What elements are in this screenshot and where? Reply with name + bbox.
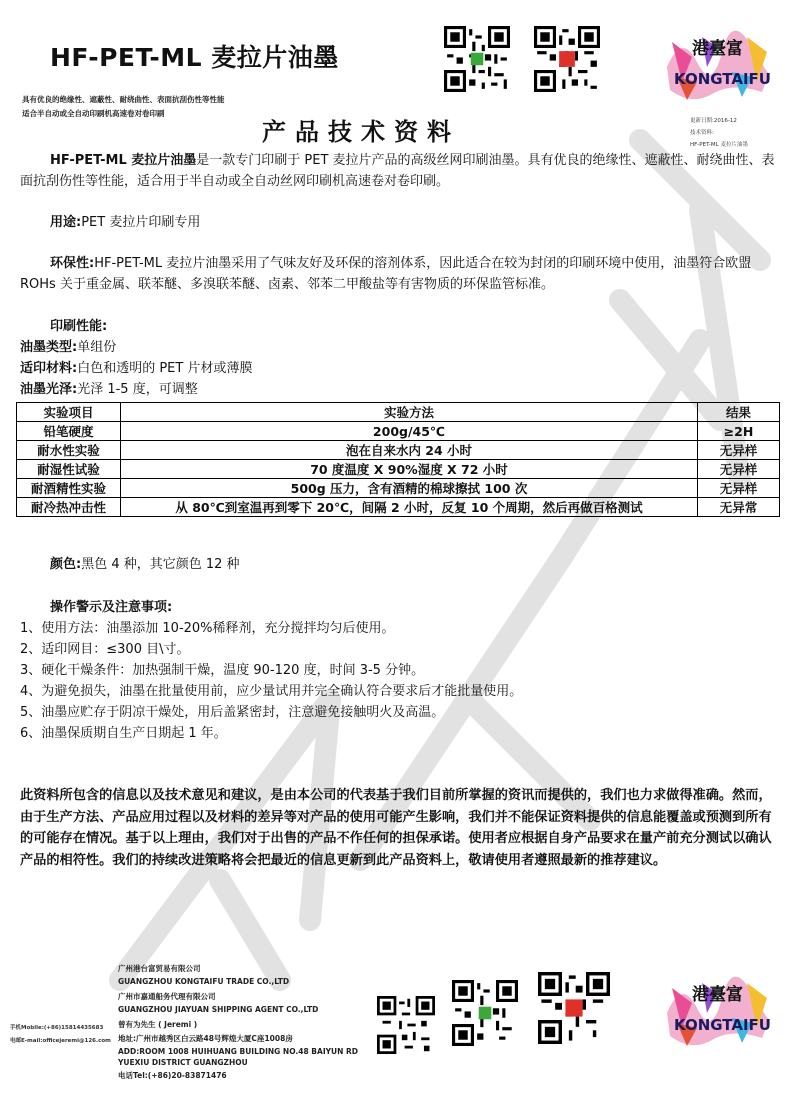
footer-address-en-2: YUEXIU DISTRICT GUANGZHOU (118, 1058, 248, 1067)
env-text: HF-PET-ML 麦拉片油墨采用了气味友好及环保的溶剂体系，因此适合在较为封闭的印刷环境中使用，油墨符合欧盟 ROHs 关于重金属、联苯醚、多溴联苯醚、卤素、邻苯二甲酸盐等有害物质的环保监管标准。 (20, 256, 752, 292)
color-label: 颜色: (50, 557, 82, 572)
gloss-label: 油墨光泽: (20, 382, 78, 397)
list-item: 5、油墨应贮存于阴凉干燥处，用后盖紧密封，注意避免接触明火及高温。 (20, 705, 445, 720)
material-label: 适印材料: (20, 361, 78, 376)
color-line (50, 554, 240, 575)
operation-heading: 操作警示及注意事项: (50, 600, 173, 615)
usage-label: 用途: (50, 215, 82, 230)
tagline-1: 具有优良的绝缘性、遮蔽性、耐绕曲性、表面抗刮伤性等性能 (22, 95, 225, 104)
environment-paragraph (20, 253, 780, 295)
footer-company-en: GUANGZHOU KONGTAIFU TRADE CO.,LTD (118, 977, 290, 986)
table-row (17, 479, 780, 498)
footer-agent-en: GUANGZHOU JIAYUAN SHIPPING AGENT CO.,LTD (118, 1005, 319, 1014)
footer-address-cn: 地址:广州市越秀区白云路48号辉煌大厦C座1008房 (118, 1034, 293, 1043)
qr-code-icon (444, 26, 510, 92)
table-cell: 200g/45℃ (121, 422, 698, 441)
test-table (16, 402, 780, 517)
print-performance-heading: 印刷性能: (50, 319, 108, 334)
footer-contact-person: 曾有为先生 ( Jeremi ) (118, 1020, 198, 1029)
gloss-line (20, 379, 198, 400)
table-cell: 耐湿性试验 (17, 460, 121, 479)
logo-en: KONGTAIFU (674, 70, 771, 88)
qr-code-icon (538, 972, 610, 1044)
table-cell: 无异常 (698, 498, 780, 517)
table-cell: 无异样 (698, 479, 780, 498)
table-cell: 铅笔硬度 (17, 422, 121, 441)
logo-en: KONGTAIFU (674, 1016, 771, 1034)
page-title: 产品技术资料 (262, 118, 460, 146)
intro-bold: HF-PET-ML 麦拉片油墨 (50, 153, 197, 168)
list-item: 4、为避免损失，油墨在批量使用前，应少量试用并完全确认符合要求后才能批量使用。 (20, 684, 523, 699)
logo-cn: 港臺富 (692, 39, 743, 59)
table-cell: 泡在自来水内 24 小时 (121, 441, 698, 460)
update-date: 更新日期:2016-12 (690, 118, 737, 124)
meta-label: 技术资料: (690, 130, 714, 136)
usage-line (20, 212, 780, 233)
table-cell: ≥2H (698, 422, 780, 441)
list-item: 6、油墨保质期自生产日期起 1 年。 (20, 726, 227, 741)
table-header-row (17, 403, 780, 422)
table-header: 实验项目 (17, 403, 121, 422)
table-row (17, 422, 780, 441)
footer-agent-cn: 广州市嘉通船务代理有限公司 (118, 992, 216, 1001)
brand-logo (662, 968, 772, 1050)
table-row (17, 498, 780, 517)
usage-text: PET 麦拉片印刷专用 (81, 215, 201, 230)
table-cell: 无异样 (698, 441, 780, 460)
ink-type-value: 单组份 (77, 340, 117, 355)
intro-text: 是一款专门印刷于 PET 麦拉片产品的高级丝网印刷油墨。具有优良的绝缘性、遮蔽性、耐绕曲性、表面抗刮伤性等性能，适合用于半自动或全自动丝网印刷机高速卷对卷印刷。 (20, 153, 775, 189)
table-header: 结果 (698, 403, 780, 422)
logo-cn: 港臺富 (692, 985, 743, 1005)
table-cell: 耐水性实验 (17, 441, 121, 460)
material-line (20, 358, 252, 379)
qr-code-icon (377, 996, 435, 1054)
env-label: 环保性: (50, 256, 95, 271)
list-item: 1、使用方法：油墨添加 10-20%稀释剂，充分搅拌均匀后使用。 (20, 621, 395, 636)
ink-type-line (20, 337, 116, 358)
intro-paragraph (20, 150, 780, 192)
color-text: 黑色 4 种，其它颜色 12 种 (81, 557, 240, 572)
list-item: 2、适印网目：≤300 目\寸。 (20, 642, 190, 657)
footer-tel: 电话Tel:(+86)20-83871476 (118, 1071, 227, 1080)
footer-address-en-1: ADD:ROOM 1008 HUIHUANG BUILDING NO.48 BAIYUN RD (118, 1047, 359, 1056)
disclaimer: 此资料所包含的信息以及技术意见和建议，是由本公司的代表基于我们目前所掌握的资讯而提供的，我们也力求做得准确。然而，由于生产方法、产品应用过程以及材料的差异等对产品的使用可能产生影响，我们并不能保证资料提供的信息能覆盖或预测到所有的可能存在情况。基于以上理由，我们对于出售的产品不作任何的担保承诺。使用者应根据自身产品要求在量产前充分测试以确认产品的相符性。我们的持续改进策略将会把最近的信息更新到此产品资料上，敬请使用者遵照最新的推荐建议。 (20, 788, 772, 868)
table-cell: 耐冷热冲击性 (17, 498, 121, 517)
table-row (17, 460, 780, 479)
table-cell: 70 度温度 X 90%湿度 X 72 小时 (121, 460, 698, 479)
table-header: 实验方法 (121, 403, 698, 422)
product-title: HF-PET-ML 麦拉片油墨 (50, 43, 339, 72)
material-value: 白色和透明的 PET 片材或薄膜 (77, 361, 253, 376)
ink-type-label: 油墨类型: (20, 340, 78, 355)
table-row (17, 441, 780, 460)
meta-product: HF-PET-ML 麦拉片油墨 (690, 142, 748, 148)
brand-logo (662, 22, 772, 104)
qr-code-icon (452, 980, 518, 1046)
table-cell: 无异样 (698, 460, 780, 479)
list-item: 3、硬化干燥条件：加热强制干燥，温度 90-120 度，时间 3-5 分钟。 (20, 663, 425, 678)
footer-company-cn: 广州港台富贸易有限公司 (118, 964, 201, 973)
qr-code-icon (534, 26, 600, 92)
table-cell: 500g 压力，含有酒精的棉球擦拭 100 次 (121, 479, 698, 498)
tagline-2: 适合半自动或全自动印刷机高速卷对卷印刷 (22, 109, 165, 118)
table-cell: 从 80℃到室温再到零下 20℃，间隔 2 小时，反复 10 个周期，然后再做百格测试 (121, 498, 698, 517)
footer-email: 电邮E-mail:officejeremi@126.com (10, 1038, 111, 1044)
table-cell: 耐酒精性实验 (17, 479, 121, 498)
gloss-value: 光泽 1-5 度，可调整 (77, 382, 198, 397)
footer-mobile: 手机Mobile:(+86)15814435683 (10, 1025, 104, 1031)
